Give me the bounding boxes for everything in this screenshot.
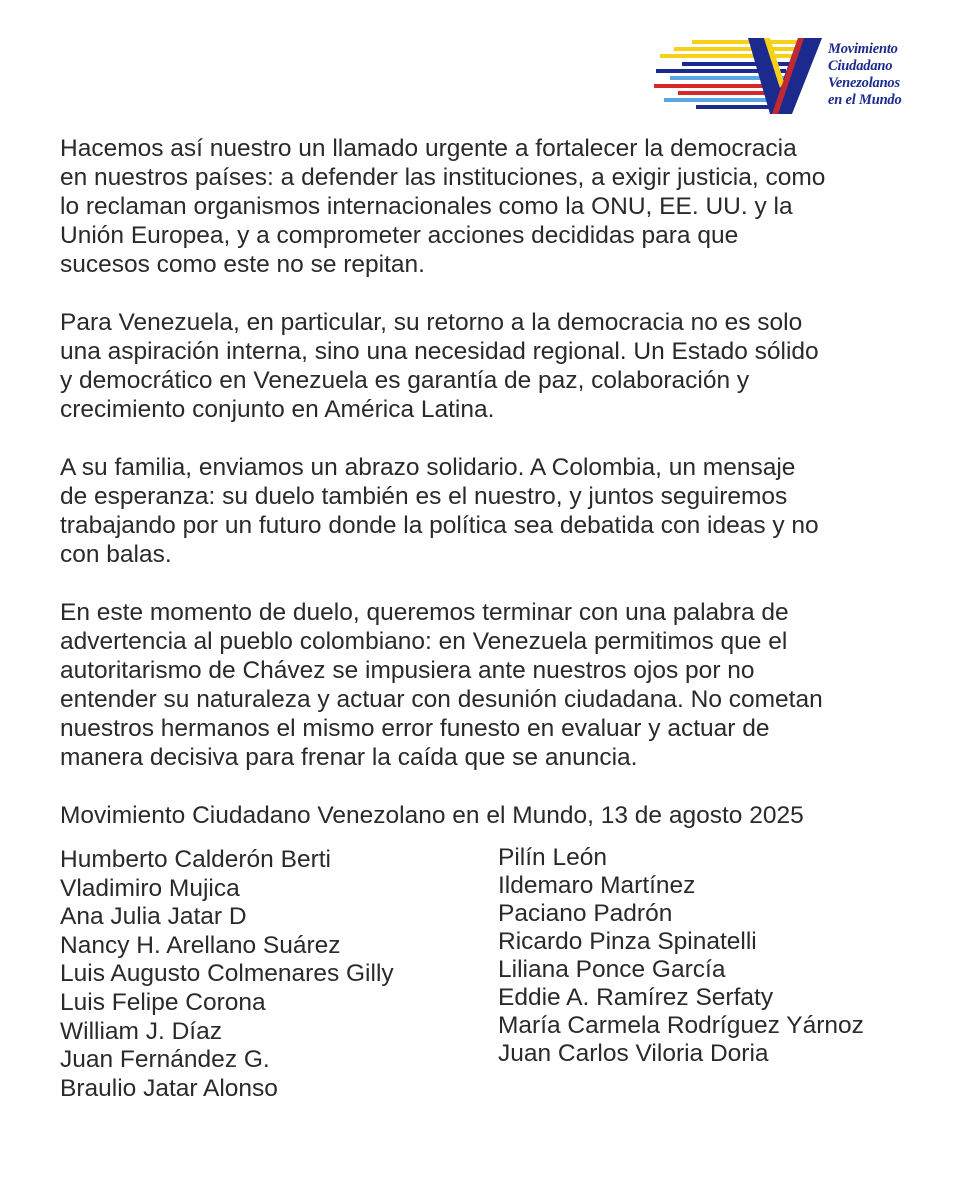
text-line: crecimiento conjunto en América Latina. [60, 396, 495, 423]
text-line: En este momento de duelo, queremos terminar con una palabra de [60, 599, 789, 626]
signer-name: Paciano Padrón [498, 900, 673, 927]
text-line: trabajando por un futuro donde la política sea debatida con ideas y no [60, 512, 819, 539]
signers-list-left [60, 846, 394, 1103]
logo-wordmark [828, 41, 918, 109]
text-line: de esperanza: su duelo también es el nuestro, y juntos seguiremos [60, 483, 788, 510]
signer-name: Humberto Calderón Berti [60, 846, 331, 873]
organization-logo [652, 38, 912, 118]
statement-body [60, 134, 920, 859]
signer-name: Juan Fernández G. [60, 1046, 270, 1074]
signer-name: Ildemaro Martínez [498, 872, 696, 899]
signer-name: Nancy H. Arellano Suárez [60, 931, 341, 959]
text-line: y democrático en Venezuela es garantía de paz, colaboración y [60, 367, 750, 394]
text-line: advertencia al pueblo colombiano: en Venezuela permitimos que el [60, 628, 788, 655]
text-line: nuestros hermanos el mismo error funesto en evaluar y actuar de [60, 715, 770, 742]
signer-name: Vladimiro Mujica [60, 874, 240, 902]
text-line: entender su naturaleza y actuar con desunión ciudadana. No cometan [60, 686, 823, 713]
text-line: sucesos como este no se repitan. [60, 251, 425, 278]
paragraph-warning [60, 598, 920, 772]
text-line: en nuestros países: a defender las instituciones, a exigir justicia, como [60, 164, 826, 191]
signer-name: William J. Díaz [60, 1017, 222, 1045]
signers-list-right [498, 844, 864, 1068]
logo-line-2: Ciudadano [828, 58, 893, 74]
signer-name: Luis Augusto Colmenares Gilly [60, 960, 394, 988]
paragraph-family [60, 453, 920, 569]
logo-line-1: Movimiento [828, 41, 898, 57]
signer-name: Ricardo Pinza Spinatelli [498, 928, 757, 955]
signer-name: Eddie A. Ramírez Serfaty [498, 984, 774, 1011]
signer-name: Luis Felipe Corona [60, 988, 266, 1016]
text-line: manera decisiva para frenar la caída que se anuncia. [60, 744, 638, 771]
paragraph-call-to-action [60, 134, 920, 279]
signer-name: Juan Carlos Viloria Doria [498, 1040, 769, 1067]
text-line: Para Venezuela, en particular, su retorno a la democracia no es solo [60, 309, 803, 336]
signer-name: Ana Julia Jatar D [60, 903, 247, 931]
text-line: A su familia, enviamos un abrazo solidario. A Colombia, un mensaje [60, 454, 796, 481]
signoff-date-line: Movimiento Ciudadano Venezolano en el Mundo, 13 de agosto 2025 [60, 802, 804, 829]
signer-name: María Carmela Rodríguez Yárnoz [498, 1012, 864, 1039]
logo-line-4: en el Mundo [828, 92, 902, 108]
signer-name: Braulio Jatar Alonso [60, 1074, 278, 1102]
text-line: Unión Europea, y a comprometer acciones decididas para que [60, 222, 739, 249]
text-line: Hacemos así nuestro un llamado urgente a fortalecer la democracia [60, 135, 797, 162]
logo-line-3: Venezolanos [828, 75, 900, 91]
signer-name: Liliana Ponce García [498, 956, 726, 983]
text-line: autoritarismo de Chávez se impusiera ante nuestros ojos por no [60, 657, 755, 684]
logo-stripes-graphic [652, 38, 824, 114]
text-line: una aspiración interna, sino una necesidad regional. Un Estado sólido [60, 338, 819, 365]
text-line: lo reclaman organismos internacionales como la ONU, EE. UU. y la [60, 193, 793, 220]
paragraph-venezuela [60, 308, 920, 424]
signer-name: Pilín León [498, 844, 607, 871]
text-line: con balas. [60, 541, 172, 568]
